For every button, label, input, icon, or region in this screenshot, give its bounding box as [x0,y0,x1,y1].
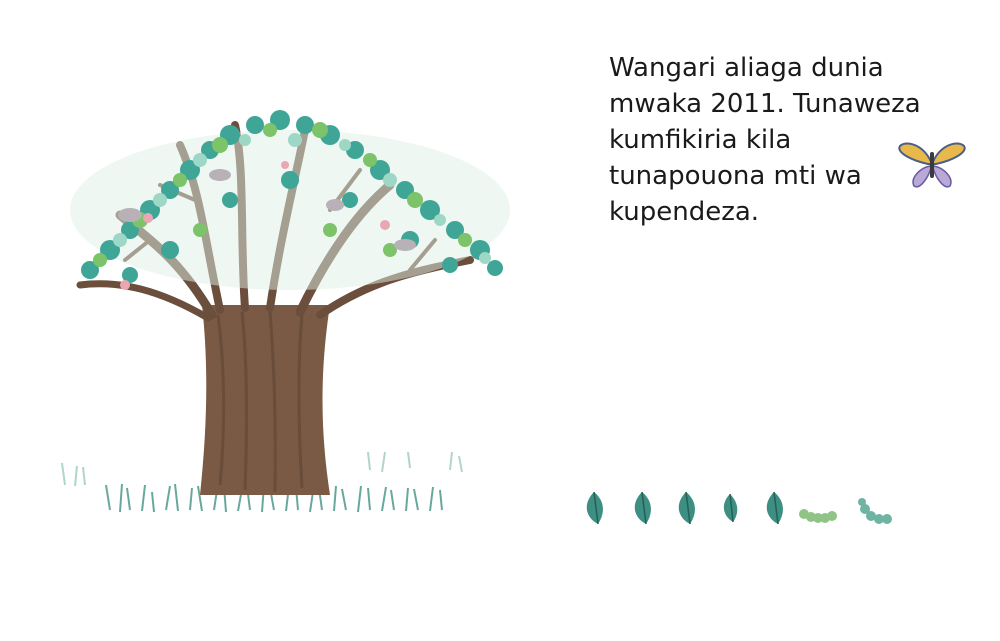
leaf-icon [767,492,783,524]
story-line: kupendeza. [609,197,760,227]
caterpillar-icon [799,509,837,523]
story-line: kumfikiria kila [609,125,792,155]
story-line: Wangari aliaga dunia [609,53,884,83]
leaf-row [578,484,908,534]
leaf-icon [724,494,737,522]
story-text [609,50,939,230]
baobab-tree-icon [30,90,530,540]
tree-canopy [70,110,510,290]
caterpillar-icon [858,498,892,524]
leaf-icon [635,492,651,524]
story-line: mwaka 2011. Tunaweza [609,89,921,119]
butterfly-icon [896,138,968,190]
leaf-icon [587,492,603,524]
leaf-icon [679,492,695,524]
story-line: tunapouona mti wa [609,161,862,191]
